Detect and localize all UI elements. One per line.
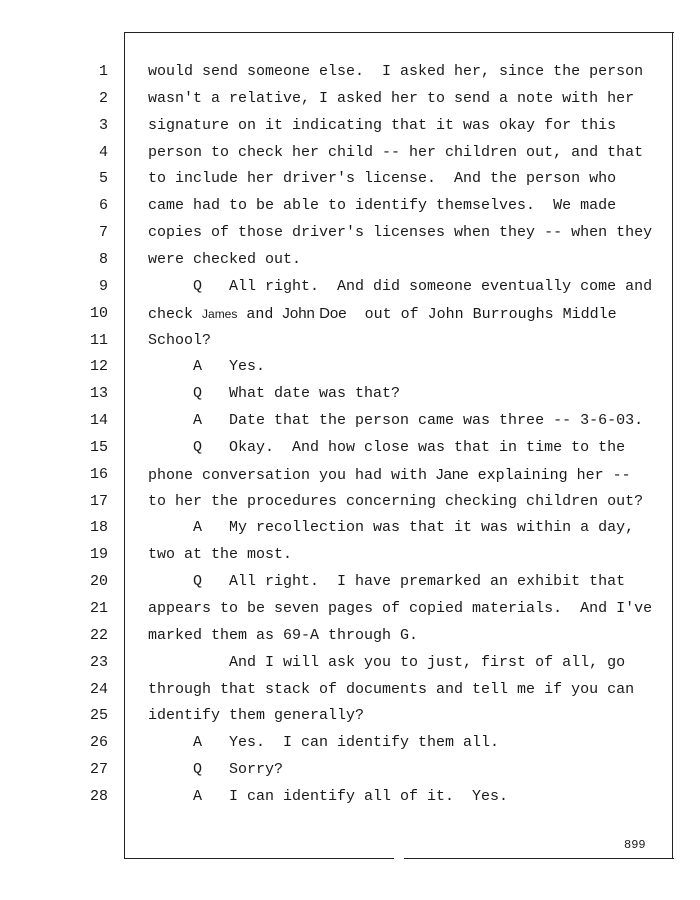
line-text: through that stack of documents and tell me if you can bbox=[148, 680, 635, 698]
page-border-bottom-right bbox=[404, 858, 674, 859]
line-number: 21 bbox=[89, 600, 108, 617]
line-text: And I will ask you to just, first of all, go bbox=[148, 653, 626, 671]
transcript-line bbox=[148, 385, 663, 403]
line-text: wasn't a relative, I asked her to send a note with her bbox=[148, 89, 635, 107]
transcript-line bbox=[148, 493, 663, 511]
line-text: explaining her -- bbox=[468, 466, 631, 484]
line-text: A Yes. bbox=[148, 358, 266, 376]
transcript-line bbox=[148, 681, 663, 699]
transcript-line bbox=[148, 734, 663, 752]
line-text: two at the most. bbox=[148, 546, 293, 564]
line-number: 9 bbox=[98, 277, 108, 295]
transcript-line bbox=[148, 170, 663, 188]
line-text: were checked out. bbox=[148, 250, 302, 268]
line-text: Q All right. And did someone eventually come and bbox=[148, 277, 653, 295]
line-number: 8 bbox=[98, 250, 108, 268]
line-number: 2 bbox=[98, 89, 108, 107]
line-text: copies of those driver's licenses when they -- when they bbox=[148, 224, 653, 242]
transcript-line bbox=[148, 332, 663, 350]
page-number: 899 bbox=[624, 838, 646, 852]
line-text: phone conversation you had with bbox=[148, 466, 437, 484]
line-number: 24 bbox=[89, 680, 108, 698]
name-text: James bbox=[202, 306, 238, 321]
page-border-right bbox=[672, 32, 673, 859]
transcript-line bbox=[148, 573, 663, 591]
transcript-line bbox=[148, 63, 663, 81]
line-text: person to check her child -- her children out, and that bbox=[148, 143, 644, 161]
transcript-line bbox=[148, 707, 663, 725]
transcript-line bbox=[148, 439, 663, 457]
line-text: Q What date was that? bbox=[148, 385, 401, 403]
transcript-line bbox=[148, 546, 663, 564]
line-number: 18 bbox=[89, 519, 108, 537]
page-border-top bbox=[124, 32, 674, 33]
line-text: appears to be seven pages of copied materials. And I've bbox=[148, 600, 653, 617]
line-number: 19 bbox=[89, 546, 108, 564]
line-text: to her the procedures concerning checking children out? bbox=[148, 492, 644, 510]
line-number: 16 bbox=[89, 465, 108, 483]
line-text: marked them as 69-A through G. bbox=[148, 626, 419, 644]
page-border-bottom-left bbox=[124, 858, 394, 859]
line-number: 15 bbox=[89, 438, 108, 456]
line-text: Q Okay. And how close was that in time to the bbox=[148, 438, 626, 456]
line-text: A Date that the person came was three -- 3-6-03. bbox=[148, 412, 644, 430]
line-text: A Yes. I can identify them all. bbox=[148, 734, 500, 752]
line-number: 7 bbox=[98, 224, 108, 242]
line-text: would send someone else. I asked her, since the person bbox=[148, 63, 644, 80]
transcript-line bbox=[148, 90, 663, 108]
line-number: 4 bbox=[98, 143, 108, 161]
line-text: signature on it indicating that it was okay for this bbox=[148, 116, 617, 134]
transcript-line bbox=[148, 788, 663, 806]
name-text: John Doe bbox=[282, 304, 347, 322]
line-number: 14 bbox=[89, 412, 108, 430]
line-number: 3 bbox=[98, 116, 108, 134]
line-text: out of John Burroughs Middle bbox=[346, 305, 617, 323]
line-text: identify them generally? bbox=[148, 707, 365, 725]
line-text: School? bbox=[148, 331, 212, 349]
line-number: 1 bbox=[98, 63, 108, 80]
line-text: A I can identify all of it. Yes. bbox=[148, 787, 509, 805]
line-number: 13 bbox=[89, 385, 108, 403]
line-number: 25 bbox=[89, 707, 108, 725]
line-number: 27 bbox=[89, 761, 108, 779]
transcript-line bbox=[148, 519, 663, 537]
line-number: 28 bbox=[89, 787, 108, 805]
page-border-left bbox=[124, 32, 125, 859]
transcript-line bbox=[148, 654, 663, 672]
line-number: 22 bbox=[89, 626, 108, 644]
line-number: 5 bbox=[98, 170, 108, 188]
line-number: 12 bbox=[89, 358, 108, 376]
line-text: and bbox=[237, 305, 283, 323]
line-number: 20 bbox=[89, 573, 108, 591]
line-text: check bbox=[148, 305, 203, 323]
transcript-line bbox=[148, 251, 663, 269]
transcript-line bbox=[148, 627, 663, 645]
transcript-line bbox=[148, 144, 663, 162]
line-number: 6 bbox=[98, 197, 108, 215]
transcript-line bbox=[148, 305, 663, 324]
line-number: 26 bbox=[89, 734, 108, 752]
transcript-line bbox=[148, 761, 663, 779]
line-text: Q Sorry? bbox=[148, 761, 284, 779]
line-number: 23 bbox=[89, 653, 108, 671]
line-number: 17 bbox=[89, 492, 108, 510]
transcript-line bbox=[148, 224, 663, 242]
name-text: Jane bbox=[436, 465, 469, 483]
transcript-line bbox=[148, 278, 663, 296]
transcript-line bbox=[148, 117, 663, 135]
transcript-line bbox=[148, 600, 663, 618]
line-text: came had to be able to identify themselves. We made bbox=[148, 197, 617, 215]
transcript-line bbox=[148, 358, 663, 376]
line-text: A My recollection was that it was within a day, bbox=[148, 519, 635, 537]
transcript-line bbox=[148, 197, 663, 215]
line-number: 11 bbox=[89, 331, 108, 349]
line-text: to include her driver's license. And the person who bbox=[148, 170, 617, 188]
transcript-line bbox=[148, 412, 663, 430]
line-text: Q All right. I have premarked an exhibit that bbox=[148, 573, 626, 591]
transcript-line bbox=[148, 466, 663, 485]
line-number: 10 bbox=[89, 304, 108, 322]
